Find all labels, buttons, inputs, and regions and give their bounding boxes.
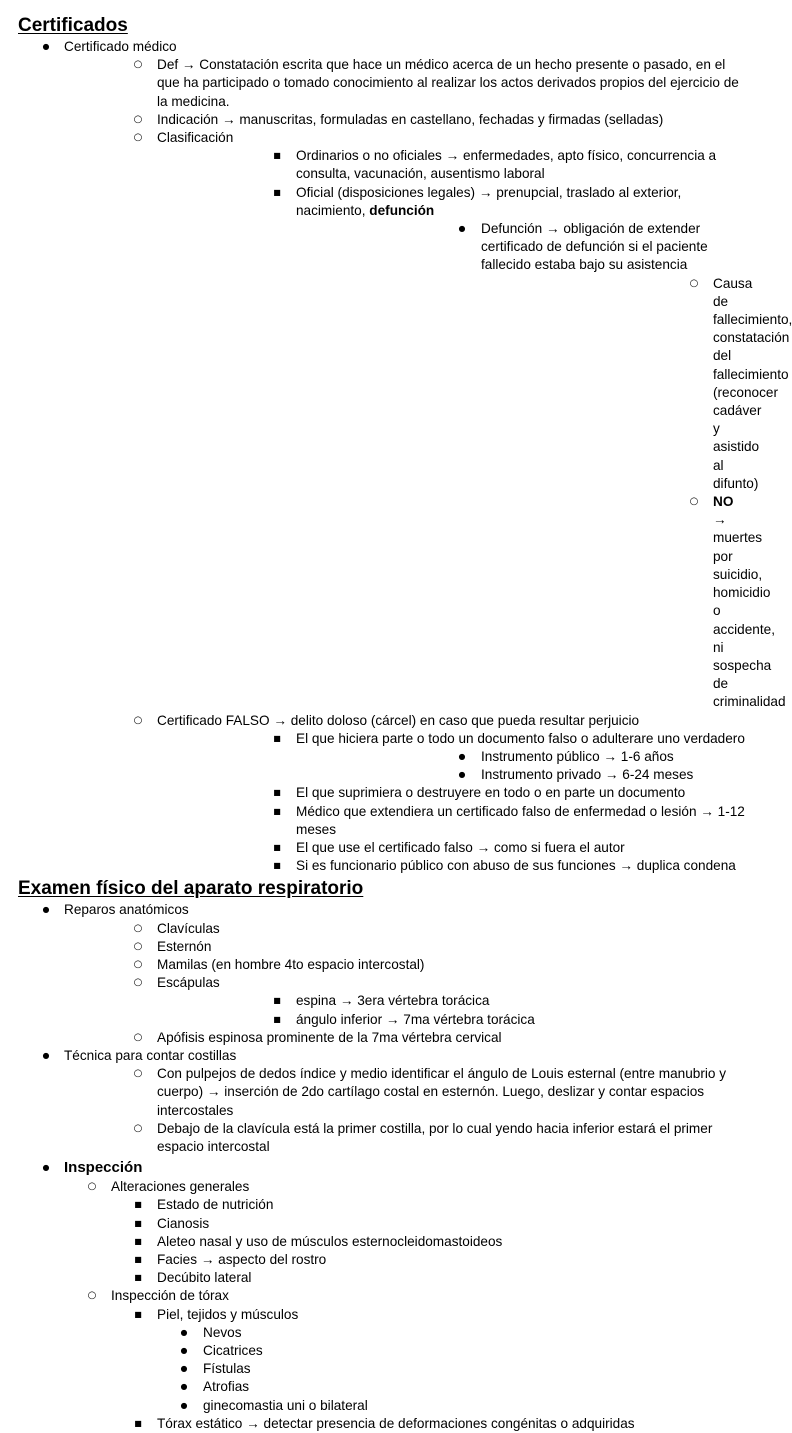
item-text: Médico que extendiera un certificado falso de enfermedad o lesión → 1-12 meses	[296, 803, 745, 837]
bullet-disc-icon	[456, 220, 468, 238]
list-item	[18, 1415, 748, 1433]
bullet-square-icon	[271, 992, 283, 1010]
list-item	[18, 1233, 748, 1251]
list-item	[64, 129, 792, 712]
list-item	[18, 38, 792, 875]
list-item	[157, 1011, 748, 1029]
bullet-square-icon	[132, 1196, 144, 1214]
item-text: Cicatrices	[203, 1343, 263, 1359]
bullet-square-icon	[271, 857, 283, 875]
list-item	[18, 1196, 748, 1214]
bullet-square-icon	[132, 1415, 144, 1433]
list-item	[18, 1397, 748, 1415]
list-item	[18, 1378, 748, 1396]
list-item	[157, 857, 748, 875]
list-item	[64, 56, 748, 111]
bullet-circle-icon	[132, 56, 144, 74]
certificados-list	[18, 38, 792, 875]
bullet-disc-icon	[40, 1158, 52, 1178]
section-title-certificados: Certificados	[18, 15, 128, 36]
bullet-square-icon	[132, 1233, 144, 1251]
list-item	[18, 1324, 748, 1342]
bullet-square-icon	[271, 184, 283, 202]
item-text: El que use el certificado falso → como si fuera el autor	[296, 839, 625, 855]
bullet-disc-icon	[456, 766, 468, 784]
item-text: Fístulas	[203, 1361, 251, 1377]
item-text: Inspección de tórax	[111, 1288, 229, 1304]
item-text: El que suprimiera o destruyere en todo o en parte un documento	[296, 785, 686, 801]
item-text: Con pulpejos de dedos índice y medio identificar el ángulo de Louis esternal (entre manubrio y cuerpo) → inserción de 2do cartílago costal en esternón. Luego, deslizar y contar espacios intercostales	[157, 1066, 727, 1118]
item-text: ginecomastia uni o bilateral	[203, 1397, 368, 1413]
bullet-square-icon	[132, 1269, 144, 1287]
bullet-circle-icon	[132, 1065, 144, 1083]
examen-fisico-list	[18, 901, 748, 1433]
list-item	[64, 712, 748, 876]
list-item	[157, 730, 748, 785]
item-text: Instrumento privado → 6-24 meses	[481, 767, 694, 783]
item-text: Mamilas (en hombre 4to espacio intercostal)	[157, 956, 425, 972]
bullet-square-icon	[271, 1011, 283, 1029]
list-item	[18, 1251, 748, 1269]
list-item	[157, 803, 748, 839]
bullet-disc-icon	[40, 1047, 52, 1065]
item-text: Aleteo nasal y uso de músculos esternocleidomastoideos	[157, 1233, 503, 1249]
subheading-inspeccion: Inspección	[64, 1159, 143, 1177]
list-item	[64, 111, 748, 129]
bullet-square-icon	[132, 1215, 144, 1233]
item-text: Escápulas	[157, 975, 220, 991]
item-text: Causa de fallecimiento, constatación del fallecimiento (reconocer cadáver y asistido al difunto)	[713, 275, 792, 491]
item-text: Certificado FALSO → delito doloso (cárcel) en caso que pueda resultar perjuicio	[157, 712, 640, 728]
item-text: Decúbito lateral	[157, 1270, 252, 1286]
bullet-circle-icon	[86, 1287, 98, 1305]
bullet-circle-icon	[132, 938, 144, 956]
list-item	[157, 147, 748, 183]
item-text: Def → Constatación escrita que hace un médico acerca de un hecho presente o pasado, en el que ha participado o tomado conocimiento al realizar los actos derivados propios del ejercicio de la medicina.	[157, 57, 739, 109]
item-text: Instrumento público → 1-6 años	[481, 748, 674, 764]
bullet-circle-icon	[132, 920, 144, 938]
list-item	[64, 920, 748, 938]
bullet-circle-icon	[132, 956, 144, 974]
item-text: Oficial (disposiciones legales) → prenupcial, traslado al exterior, nacimiento,	[296, 184, 682, 218]
list-item	[18, 1287, 748, 1433]
item-text: espina → 3era vértebra torácica	[296, 993, 490, 1009]
item-text: Si es funcionario público con abuso de sus funciones → duplica condena	[296, 858, 736, 874]
bullet-square-icon	[132, 1306, 144, 1324]
bullet-disc-icon	[178, 1324, 190, 1342]
list-item	[64, 1029, 748, 1047]
bullet-circle-icon	[132, 974, 144, 992]
item-text: ángulo inferior → 7ma vértebra torácica	[296, 1011, 535, 1027]
bullet-disc-icon	[178, 1342, 190, 1360]
list-item	[64, 974, 748, 1029]
item-text: Cianosis	[157, 1215, 210, 1231]
list-item	[157, 839, 748, 857]
item-text: Ordinarios o no oficiales → enfermedades, apto físico, concurrencia a consulta, vacunación, ausentismo laboral	[296, 148, 717, 182]
bullet-square-icon	[271, 784, 283, 802]
list-item	[18, 1360, 748, 1378]
bullet-disc-icon	[40, 901, 52, 919]
item-text: Estado de nutrición	[157, 1197, 274, 1213]
bullet-circle-icon	[688, 493, 700, 511]
list-item	[18, 1047, 748, 1156]
item-text: Debajo de la clavícula está la primer costilla, por lo cual yendo hacia inferior estará el primer espacio intercostal	[157, 1120, 713, 1154]
list-item	[64, 1065, 748, 1120]
list-item	[64, 956, 748, 974]
bullet-square-icon	[271, 803, 283, 821]
bullet-disc-icon	[178, 1378, 190, 1396]
item-text: Alteraciones generales	[111, 1179, 250, 1195]
item-text: Reparos anatómicos	[64, 902, 189, 918]
list-item	[18, 1178, 748, 1287]
bullet-circle-icon	[86, 1178, 98, 1196]
list-item	[296, 766, 748, 784]
item-bold-text: NO	[713, 494, 734, 510]
item-bold-text: defunción	[369, 202, 435, 218]
bullet-circle-icon	[688, 275, 700, 293]
list-item	[64, 938, 748, 956]
list-item	[157, 992, 748, 1010]
list-item	[296, 748, 748, 766]
section-title-examen-fisico: Examen físico del aparato respiratorio	[18, 878, 364, 900]
bullet-disc-icon	[456, 748, 468, 766]
bullet-square-icon	[132, 1251, 144, 1269]
bullet-circle-icon	[132, 129, 144, 147]
list-item	[18, 1215, 748, 1233]
bullet-square-icon	[271, 730, 283, 748]
list-item	[157, 184, 792, 712]
bullet-square-icon	[271, 839, 283, 857]
bullet-disc-icon	[178, 1360, 190, 1378]
item-text: → muertes por suicidio, homicidio o accidente, ni sospecha de criminalidad	[713, 512, 786, 710]
list-item	[481, 275, 792, 493]
bullet-circle-icon	[132, 1029, 144, 1047]
list-item-heading	[18, 1158, 748, 1178]
list-item	[481, 493, 786, 711]
item-text: Piel, tejidos y músculos	[157, 1306, 299, 1322]
list-item	[18, 1269, 748, 1287]
item-text: Defunción → obligación de extender certificado de defunción si el paciente fallecido estaba bajo su asistencia	[481, 221, 708, 273]
item-text: Esternón	[157, 938, 212, 954]
list-item	[18, 1178, 748, 1433]
bullet-square-icon	[271, 147, 283, 165]
bullet-disc-icon	[40, 38, 52, 56]
item-text: Indicación → manuscritas, formuladas en castellano, fechadas y firmadas (selladas)	[157, 111, 664, 127]
bullet-circle-icon	[132, 712, 144, 730]
item-text: Certificado médico	[64, 39, 177, 54]
list-item	[18, 901, 748, 1047]
list-item	[296, 220, 792, 711]
item-text: El que hiciera parte o todo un documento falso o adulterare uno verdadero	[296, 730, 745, 746]
list-item	[157, 784, 748, 802]
item-text: Clasificación	[157, 130, 234, 146]
list-item	[18, 1306, 748, 1415]
bullet-circle-icon	[132, 1120, 144, 1138]
item-text: Atrofias	[203, 1379, 250, 1395]
list-item	[18, 1342, 748, 1360]
item-text: Facies → aspecto del rostro	[157, 1252, 327, 1267]
item-text: Nevos	[203, 1324, 242, 1340]
item-text: Técnica para contar costillas	[64, 1047, 237, 1063]
bullet-circle-icon	[132, 111, 144, 129]
item-text: Tórax estático → detectar presencia de deformaciones congénitas o adquiridas	[157, 1415, 635, 1431]
list-item	[64, 1120, 748, 1156]
bullet-disc-icon	[178, 1397, 190, 1415]
item-text: Clavículas	[157, 920, 220, 936]
item-text: Apófisis espinosa prominente de la 7ma vértebra cervical	[157, 1029, 502, 1045]
